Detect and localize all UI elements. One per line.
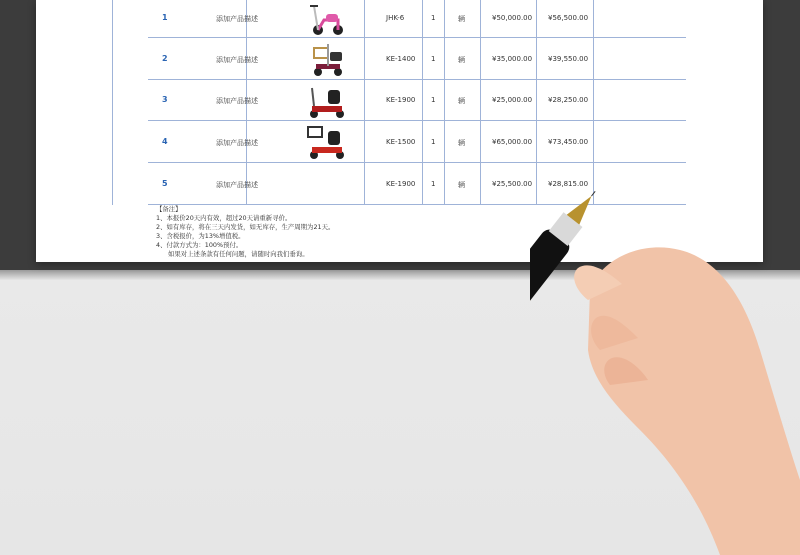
unit-cell[interactable]: 辆 [458, 97, 465, 105]
unit-cell[interactable]: 辆 [458, 181, 465, 189]
price-cell[interactable]: ¥35,000.00 [492, 55, 533, 63]
unit-cell[interactable]: 辆 [458, 56, 465, 64]
product-description[interactable]: 添加产品描述 [216, 139, 258, 147]
product-description[interactable]: 添加产品描述 [216, 181, 258, 189]
product-image-scooter-pink [304, 0, 350, 38]
model-cell[interactable]: KE-1900 [386, 96, 416, 104]
total-cell[interactable]: ¥28,815.00 [548, 180, 589, 188]
grid-line [148, 37, 686, 38]
grid-line [148, 79, 686, 80]
note-line: 2、如有库存，将在三天内发货，如无库存，生产周期为21天。 [156, 223, 335, 231]
grid-line [364, 0, 365, 205]
grid-line [112, 0, 113, 205]
qty-cell[interactable]: 1 [431, 14, 436, 22]
notes-title: 【备注】 [156, 205, 182, 213]
hand-with-pen-illustration [530, 180, 800, 555]
unit-cell[interactable]: 辆 [458, 139, 465, 147]
product-image-mobility-scooter-red [304, 82, 350, 120]
total-cell[interactable]: ¥39,550.00 [548, 55, 589, 63]
grid-line [422, 0, 423, 205]
qty-cell[interactable]: 1 [431, 96, 436, 104]
product-description[interactable]: 添加产品描述 [216, 97, 258, 105]
row-number: 2 [162, 54, 168, 63]
model-cell[interactable]: KE-1900 [386, 180, 416, 188]
note-line: 3、含税报价，为13%增值税。 [156, 232, 245, 240]
notes-section [156, 205, 334, 259]
product-description[interactable]: 添加产品描述 [216, 56, 258, 64]
row-number: 3 [162, 95, 168, 104]
product-image-scooter-basket [304, 40, 350, 78]
note-line: 4、付款方式为：100%预付。 [156, 241, 243, 249]
product-description[interactable]: 添加产品描述 [216, 15, 258, 23]
total-cell[interactable]: ¥73,450.00 [548, 138, 589, 146]
total-cell[interactable]: ¥28,250.00 [548, 96, 589, 104]
note-line: 如果对上述条款有任何问题，请随时向我们垂询。 [168, 250, 309, 258]
grid-line [444, 0, 445, 205]
model-cell[interactable]: JHK-6 [386, 14, 405, 22]
row-number: 5 [162, 179, 168, 188]
grid-line [480, 0, 481, 205]
grid-line [536, 0, 537, 205]
grid-line [593, 0, 594, 205]
price-cell[interactable]: ¥50,000.00 [492, 14, 533, 22]
product-image-mobility-scooter-basket [304, 123, 350, 161]
price-cell[interactable]: ¥25,500.00 [492, 180, 533, 188]
model-cell[interactable]: KE-1500 [386, 138, 416, 146]
grid-line [148, 162, 686, 163]
model-cell[interactable]: KE-1400 [386, 55, 416, 63]
price-cell[interactable]: ¥25,000.00 [492, 96, 533, 104]
qty-cell[interactable]: 1 [431, 138, 436, 146]
qty-cell[interactable]: 1 [431, 180, 436, 188]
row-number: 4 [162, 137, 168, 146]
unit-cell[interactable]: 辆 [458, 15, 465, 23]
row-number: 1 [162, 13, 168, 22]
note-line: 1、本报价20天内有效，超过20天请重新寻价。 [156, 214, 292, 222]
price-cell[interactable]: ¥65,000.00 [492, 138, 533, 146]
qty-cell[interactable]: 1 [431, 55, 436, 63]
grid-line [148, 120, 686, 121]
total-cell[interactable]: ¥56,500.00 [548, 14, 589, 22]
